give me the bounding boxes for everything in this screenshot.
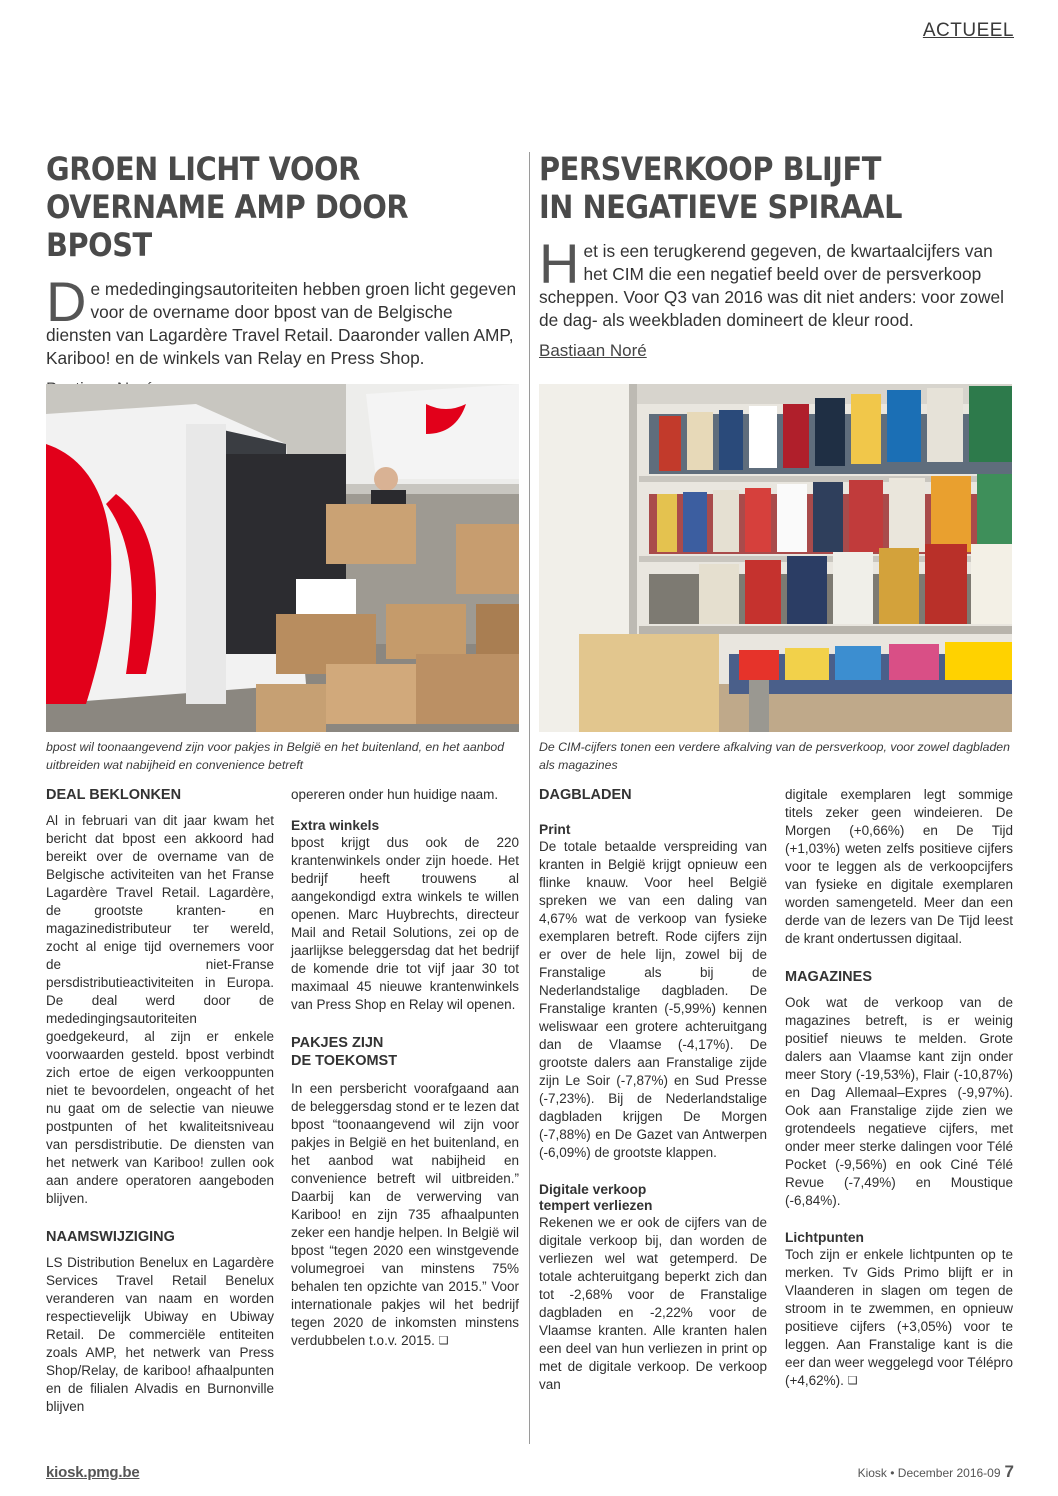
right-article (539, 150, 1014, 361)
paragraph: LS Distribution Benelux en Lagardère Services Travel Retail Benelux veranderen van naam en worden respectievelijk Ubiway en Ubiway Retail. De commerciële entiteiten zoals AMP, het netwerk van Press Shop/Relay, de kariboo! afhaalpunten en de filialen Alvadis en Burnonville blijven (46, 1255, 274, 1414)
section-tag: ACTUEEL (922, 20, 1014, 41)
paragraph: bpost krijgt dus ook de 220 krantenwinkels onder zijn hoede. Het bedrijf heeft trouwens al aangekondigd extra winkels te willen openen. Marc Huybrechts, directeur Mail and Retail Solutions, zei op de jaarlijkse beleggersdag dat het bedrijf de komende drie tot vijf jaar 30 tot maximaal 45 nieuwe krantenwinkels van Press Shop en Relay wil openen. (291, 835, 519, 1012)
paragraph: Toch zijn er enkele lichtpunten op te merken. Tv Gids Primo blijft er in Vlaanderen in slagen om tegen de stroom in te zwemmen, en opnieuw positieve cijfers (+3,05%) voor te leggen. Aan Franstalige kant is die eer dan weer weggelegd voor Télépro (+4,62%). ❑ (785, 1247, 1013, 1388)
paragraph: In een persbericht voorafgaand aan de beleggersdag stond er te lezen dat bpost “toonaangevend wil zijn voor pakjes in België en het buitenland, en het aanbod wat nabijheid en convenience betreft wil uitbreiden.” Daarbij kan de verwerving van Kariboo! en zijn 735 afhaalpunten zeker een handje helpen. In België wil bpost “tegen 2020 een winstgevende volumegroei van minstens 75% behalen ten opzichte van 2015.” Voor internationale pakjes wil het bedrijf tegen 2020 de inkomsten minstens verdubbelen t.o.v. 2015. ❑ (291, 1081, 519, 1348)
paragraph: Ook wat de verkoop van de magazines betreft, is er weinig positief nieuws te melden. Grote dalers aan Vlaamse kant zijn onder meer Story (-19,53%), Flair (-10,87%) en Dag Allemaal–Expres (-9,97%). Ook aan Franstalige zijde zien we grotendeels negatieve cijfers, met onder meer sterke dalingen voor Télé Pocket (-9,56%) en ook Ciné Télé Revue (-7,49%) en Moustique (-6,84%). (785, 995, 1013, 1208)
left-dropcap: D (46, 270, 87, 333)
right-col-1 (539, 786, 767, 1394)
left-col-2 (291, 786, 519, 1350)
column-divider (529, 152, 530, 1444)
subhead-lichtpunten: Lichtpunten (785, 1230, 864, 1245)
right-dropcap: H (539, 232, 580, 295)
subhead-print: Print (539, 822, 571, 837)
subhead-digitaal: Digitale verkoop tempert verliezen (539, 1182, 653, 1213)
right-lead: Het is een terugkerend gegeven, de kwartaalcijfers van het CIM die een negatief beeld over de persverkoop scheppen. Voor Q3 van 2016 was dit niet anders: voor zowel de dag- als weekbladen domineert de kleur rood. (539, 232, 1004, 330)
left-article (46, 150, 521, 399)
subhead-naam: NAAMSWIJZIGING (46, 1229, 175, 1245)
right-col-2 (785, 786, 1013, 1390)
subhead-extra: Extra winkels (291, 818, 380, 833)
footer-site-link[interactable]: kiosk.pmg.be (46, 1464, 140, 1481)
subhead-dagbladen: DAGBLADEN (539, 787, 632, 803)
paragraph: opereren onder hun huidige naam. (291, 787, 499, 802)
end-mark-icon: ❑ (847, 1375, 858, 1387)
left-headline: GROEN LICHT VOOR OVERNAME AMP DOOR BPOST (46, 150, 409, 264)
subhead-pakjes: PAKJES ZIJN DE TOEKOMST (291, 1035, 398, 1069)
bpost-van-photo (46, 384, 519, 732)
right-caption: De CIM-cijfers tonen een verdere afkalving van de persverkoop, voor zowel dagbladen als magazines (539, 740, 1010, 772)
paragraph: Al in februari van dit jaar kwam het bericht dat bpost een akkoord had bereikt over de overname van de Belgische activiteiten van het Franse Lagardère Travel Retail. Lagardère, de grootste kranten- en magazinedistributeur ter wereld, zocht al enige tijd overnemers voor de niet-Franse persdistributieactiviteiten in Europa. De deal werd door de mededingingsautoriteiten goedgekeurd, al zijn er enkele voorwaarden gesteld. bpost verbindt zich ertoe de eigen verkooppunten niet te bevoordelen, ongeacht of het nu gaat om de selectie van nieuwe postpunten of het kwaliteitsniveau van persdistributie. De diensten van het netwerk van Kariboo! zullen ook aan andere operatoren aangeboden blijven. (46, 813, 274, 1206)
subhead-deal: DEAL BEKLONKEN (46, 787, 182, 803)
end-mark-icon: ❑ (438, 1335, 449, 1347)
left-lead: De mededingingsautoriteiten hebben groen licht gegeven voor de overname door bpost van de Belgische diensten van Lagardère Travel Retail. Daaronder vallen AMP, Kariboo! en de winkels van Relay en Press Shop. (46, 270, 517, 368)
footer-issue: Kiosk • December 2016-09 7 (857, 1462, 1014, 1481)
paragraph: digitale exemplaren legt sommige titels zeker geen windeieren. De Morgen (+0,66%) en De Tijd (+1,03%) weten zelfs positieve cijfers voor te leggen als de verkoopcijfers van fysieke en digitale exemplaren worden samengeteld. Meer dan een derde van de lezers van De Tijd leest de krant ondertussen digitaal. (785, 787, 1013, 946)
paragraph: De totale betaalde verspreiding van kranten in België krijgt opnieuw een flinke knauw. Voor heel België spreken we van een daling van 4,67% wat de verkoop van fysieke exemplaren betreft. Rode cijfers zijn er over de hele lijn, zowel bij de Franstalige als bij de Nederlandstalige dagbladen. De Franstalige kranten (-5,99%) kennen weliswaar een grotere achteruitgang dan de Vlaamse (-4,17%). De grootste dalers aan Franstalige zijde zijn Le Soir (-7,87%) en Sud Presse (-7,23%). Bij de Nederlandstalige dagbladen krijgen De Morgen (-7,88%) en De Gazet van Antwerpen (-6,09%) de grootste klappen. (539, 839, 767, 1160)
right-headline: PERSVERKOOP BLIJFT IN NEGATIEVE SPIRAAL (539, 150, 903, 226)
magazine-rack-photo (539, 384, 1012, 732)
left-caption: bpost wil toonaangevend zijn voor pakjes in België en het buitenland, en het aanbod uitbreiden wat nabijheid en convenience betreft (46, 740, 505, 772)
left-col-1 (46, 786, 274, 1416)
subhead-magazines: MAGAZINES (785, 969, 872, 985)
right-byline: Bastiaan Noré (539, 341, 647, 360)
page-number: 7 (1004, 1462, 1014, 1481)
paragraph: Rekenen we er ook de cijfers van de digitale verkoop bij, dan worden de verliezen wel wat getemperd. De totale achteruitgang beperkt zich dan tot -2,68% voor de Franstalige dagbladen en -2,22% voor de Vlaamse kranten. Alle kranten halen een deel van hun verliezen in print op met de digitale verkoop. De verkoop van (539, 1215, 767, 1392)
